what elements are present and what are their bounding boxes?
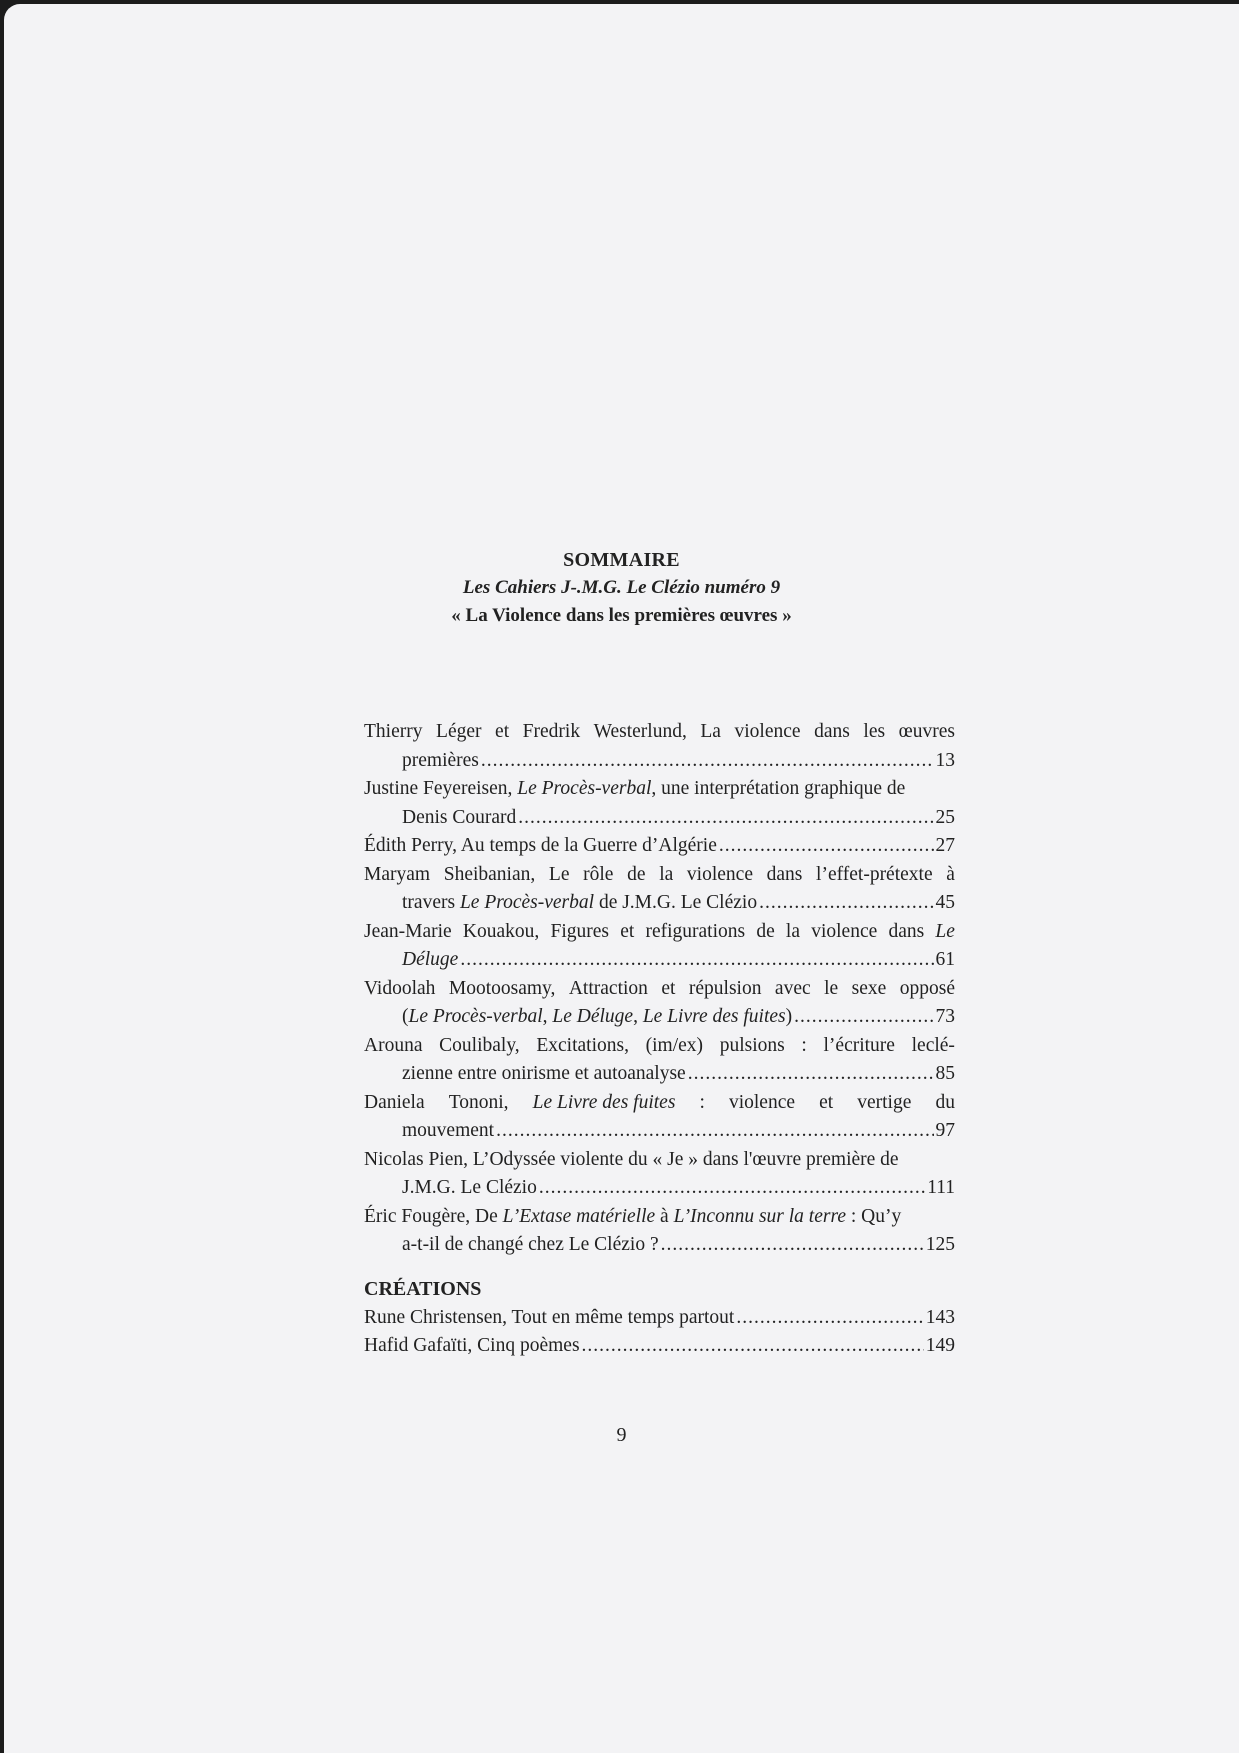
leader-dots: [688, 1060, 934, 1089]
toc-entry-continuation: [364, 1003, 955, 1032]
toc-entry: [364, 1089, 955, 1146]
toc-text-fragment: violence: [811, 920, 878, 942]
toc-entry-line: [364, 1146, 955, 1175]
page-number: 25: [935, 806, 955, 828]
toc-entry-continuation: [364, 889, 955, 918]
page-number: 149: [925, 1335, 955, 1356]
toc-text-fragment: l’effet-prétexte: [816, 863, 933, 885]
toc-text-fragment: sexe: [851, 977, 887, 999]
toc-entry: [364, 975, 955, 1032]
toc-text-fragment: Le Livre des fuites: [532, 1091, 676, 1113]
page-title: SOMMAIRE: [563, 549, 680, 571]
toc-text-fragment: Figures: [550, 920, 609, 942]
toc-text-fragment: L’Extase matérielle: [502, 1205, 656, 1227]
page-number: 27: [935, 835, 955, 856]
toc-text-fragment: l’écriture: [823, 1034, 895, 1056]
toc-text-fragment: Fredrik: [522, 721, 581, 742]
toc-text-fragment: répulsion: [688, 977, 762, 999]
toc-entry-line: [364, 918, 955, 947]
toc-text-fragment: Coulibaly,: [439, 1034, 520, 1056]
toc-text-fragment: premières: [402, 749, 479, 771]
toc-text-fragment: L’Inconnu sur la terre: [673, 1205, 846, 1227]
toc-text-fragment: Hafid Gafaïti, Cinq poèmes: [364, 1335, 580, 1356]
leader-dots: [736, 1304, 923, 1333]
toc-text-fragment: La: [700, 721, 721, 742]
leader-dots: [719, 832, 934, 861]
toc-text-fragment: zienne entre onirisme et autoanalyse: [402, 1063, 686, 1084]
toc-text-fragment: Attraction: [568, 977, 648, 999]
toc-entry: [364, 832, 955, 861]
toc-text-fragment: Westerlund,: [593, 721, 687, 742]
leader-dots: [496, 1117, 933, 1146]
toc-text-fragment: du: [935, 1091, 955, 1113]
page-folio-number: 9: [616, 1424, 627, 1446]
toc-text-fragment: dans: [888, 920, 925, 942]
leader-dots: [582, 1332, 924, 1361]
toc-text-fragment: la: [659, 863, 674, 885]
toc-entry: [364, 1332, 955, 1361]
journal-subtitle: Les Cahiers J-.M.G. Le Clézio numéro 9: [462, 577, 781, 598]
document-page: [4, 4, 1239, 1753]
toc-text-fragment: Arouna: [364, 1034, 423, 1056]
toc-text-fragment: Justine Feyereisen,: [364, 778, 518, 799]
toc-text-fragment: Le Procès-verbal: [459, 892, 595, 913]
toc-text-fragment: dans: [814, 721, 850, 742]
toc-entry-continuation: [364, 1060, 955, 1089]
toc-text-fragment: Le Procès-verbal: [517, 778, 652, 799]
toc-text-fragment: Déluge: [402, 949, 459, 970]
toc-text-fragment: Léger: [436, 721, 482, 742]
toc-entry-line: [364, 1304, 955, 1333]
toc-text-fragment: :: [801, 1034, 807, 1056]
toc-text-fragment: Denis Courard: [402, 806, 517, 828]
toc-text-fragment: et: [495, 721, 510, 742]
toc-text-fragment: Nicolas Pien, L’Odyssée violente du « Je » dans l'œuvre première de: [364, 1148, 899, 1170]
toc-text-fragment: ,: [542, 1006, 553, 1027]
toc-entry-line: [364, 1089, 955, 1118]
toc-text-fragment: Maryam: [364, 863, 431, 885]
toc-text-fragment: Édith Perry, Au temps de la Guerre d’Algérie: [364, 835, 717, 856]
toc-text-fragment: Thierry: [364, 721, 423, 742]
toc-text-fragment: de: [627, 863, 646, 885]
toc-text-fragment: Excitations,: [536, 1034, 629, 1056]
table-of-contents: [364, 718, 955, 1361]
page-number: 97: [935, 1120, 955, 1141]
toc-text-fragment: à: [946, 863, 955, 885]
toc-text-fragment: Rune Christensen, Tout en même temps partout: [364, 1306, 735, 1328]
toc-entry: [364, 1032, 955, 1089]
toc-text-fragment: Le: [935, 920, 955, 942]
page-number: 85: [935, 1063, 955, 1084]
toc-entry-continuation: [364, 747, 955, 776]
toc-entry: [364, 775, 955, 832]
toc-entry: [364, 861, 955, 918]
toc-text-fragment: le: [824, 977, 839, 999]
toc-text-fragment: a-t-il de changé chez Le Clézio ?: [402, 1234, 659, 1255]
toc-text-fragment: œuvres: [898, 721, 955, 742]
toc-entry-continuation: [364, 1117, 955, 1146]
toc-text-fragment: pulsions: [719, 1034, 785, 1056]
toc-entry-line: [364, 975, 955, 1004]
toc-text-fragment: ,: [633, 1006, 643, 1027]
toc-text-fragment: les: [863, 721, 886, 742]
toc-text-fragment: leclé-: [911, 1034, 955, 1056]
page-number: 61: [935, 949, 955, 970]
leader-dots: [759, 889, 933, 918]
toc-text-fragment: de J.M.G. Le Clézio: [594, 892, 758, 913]
toc-text-fragment: (: [402, 1006, 409, 1027]
toc-text-fragment: rôle: [583, 863, 614, 885]
page-number: 125: [925, 1234, 955, 1255]
toc-entry: [364, 718, 955, 775]
creations-heading: CRÉATIONS: [364, 1277, 482, 1300]
toc-entry-line: [364, 1032, 955, 1061]
toc-entry-line: [364, 775, 955, 804]
toc-entry-continuation: [364, 1231, 955, 1260]
toc-header: [4, 546, 1239, 630]
toc-text-fragment: Mootoosamy,: [448, 977, 556, 999]
leader-dots: [460, 946, 933, 975]
toc-entry-line: [364, 832, 955, 861]
toc-entry: [364, 918, 955, 975]
toc-text-fragment: de: [756, 920, 775, 942]
toc-text-fragment: la: [785, 920, 800, 942]
page-number: 111: [927, 1177, 955, 1198]
toc-text-fragment: Le Procès-verbal: [408, 1006, 543, 1027]
toc-text-fragment: refigurations: [645, 920, 746, 942]
page-number: 45: [935, 892, 955, 913]
toc-entry: [364, 1203, 955, 1260]
toc-text-fragment: J.M.G. Le Clézio: [402, 1177, 537, 1198]
toc-text-fragment: Kouakou,: [462, 920, 540, 942]
toc-text-fragment: avec: [774, 977, 811, 999]
toc-text-fragment: Le Déluge: [552, 1006, 634, 1027]
leader-dots: [661, 1231, 924, 1260]
toc-text-fragment: violence: [728, 1091, 796, 1113]
page-number: 73: [935, 1006, 955, 1027]
toc-text-fragment: violence: [686, 863, 753, 885]
toc-text-fragment: Daniela: [364, 1091, 425, 1113]
leader-dots: [518, 804, 933, 833]
toc-entry-continuation: [364, 804, 955, 833]
toc-text-fragment: et: [620, 920, 635, 942]
toc-text-fragment: travers: [402, 892, 460, 913]
toc-entry-line: [364, 718, 955, 747]
toc-text-fragment: :: [699, 1091, 705, 1113]
toc-text-fragment: mouvement: [402, 1120, 495, 1141]
toc-entry-line: [364, 1332, 955, 1361]
toc-text-fragment: (im/ex): [645, 1034, 704, 1056]
page-number: 13: [935, 749, 955, 771]
toc-entry-line: [364, 861, 955, 890]
toc-text-fragment: et: [661, 977, 676, 999]
toc-text-fragment: et: [819, 1091, 834, 1113]
toc-text-fragment: : Qu’y: [845, 1205, 902, 1227]
toc-text-fragment: opposé: [899, 977, 955, 999]
page-number: 143: [925, 1306, 955, 1328]
leader-dots: [481, 747, 934, 776]
toc-text-fragment: Le Livre des fuites: [642, 1006, 786, 1027]
toc-text-fragment: Vidoolah: [364, 977, 436, 999]
toc-entry: [364, 1146, 955, 1203]
toc-entry-continuation: [364, 1174, 955, 1203]
toc-text-fragment: Tononi,: [448, 1091, 509, 1113]
issue-theme: « La Violence dans les premières œuvres »: [451, 605, 792, 626]
toc-text-fragment: Éric Fougère, De: [364, 1205, 503, 1227]
leader-dots: [539, 1174, 925, 1203]
toc-text-fragment: violence: [734, 721, 801, 742]
toc-text-fragment: vertige: [857, 1091, 912, 1113]
toc-text-fragment: ): [785, 1006, 793, 1027]
leader-dots: [794, 1003, 933, 1032]
toc-text-fragment: dans: [766, 863, 803, 885]
toc-text-fragment: , une interprétation graphique de: [651, 778, 906, 799]
toc-text-fragment: Sheibanian,: [443, 863, 536, 885]
toc-text-fragment: Le: [548, 863, 570, 885]
toc-entry: [364, 1304, 955, 1333]
toc-text-fragment: Jean-Marie: [364, 920, 452, 942]
toc-entry-line: [364, 1203, 955, 1232]
toc-entry-continuation: [364, 946, 955, 975]
toc-text-fragment: à: [655, 1205, 674, 1227]
